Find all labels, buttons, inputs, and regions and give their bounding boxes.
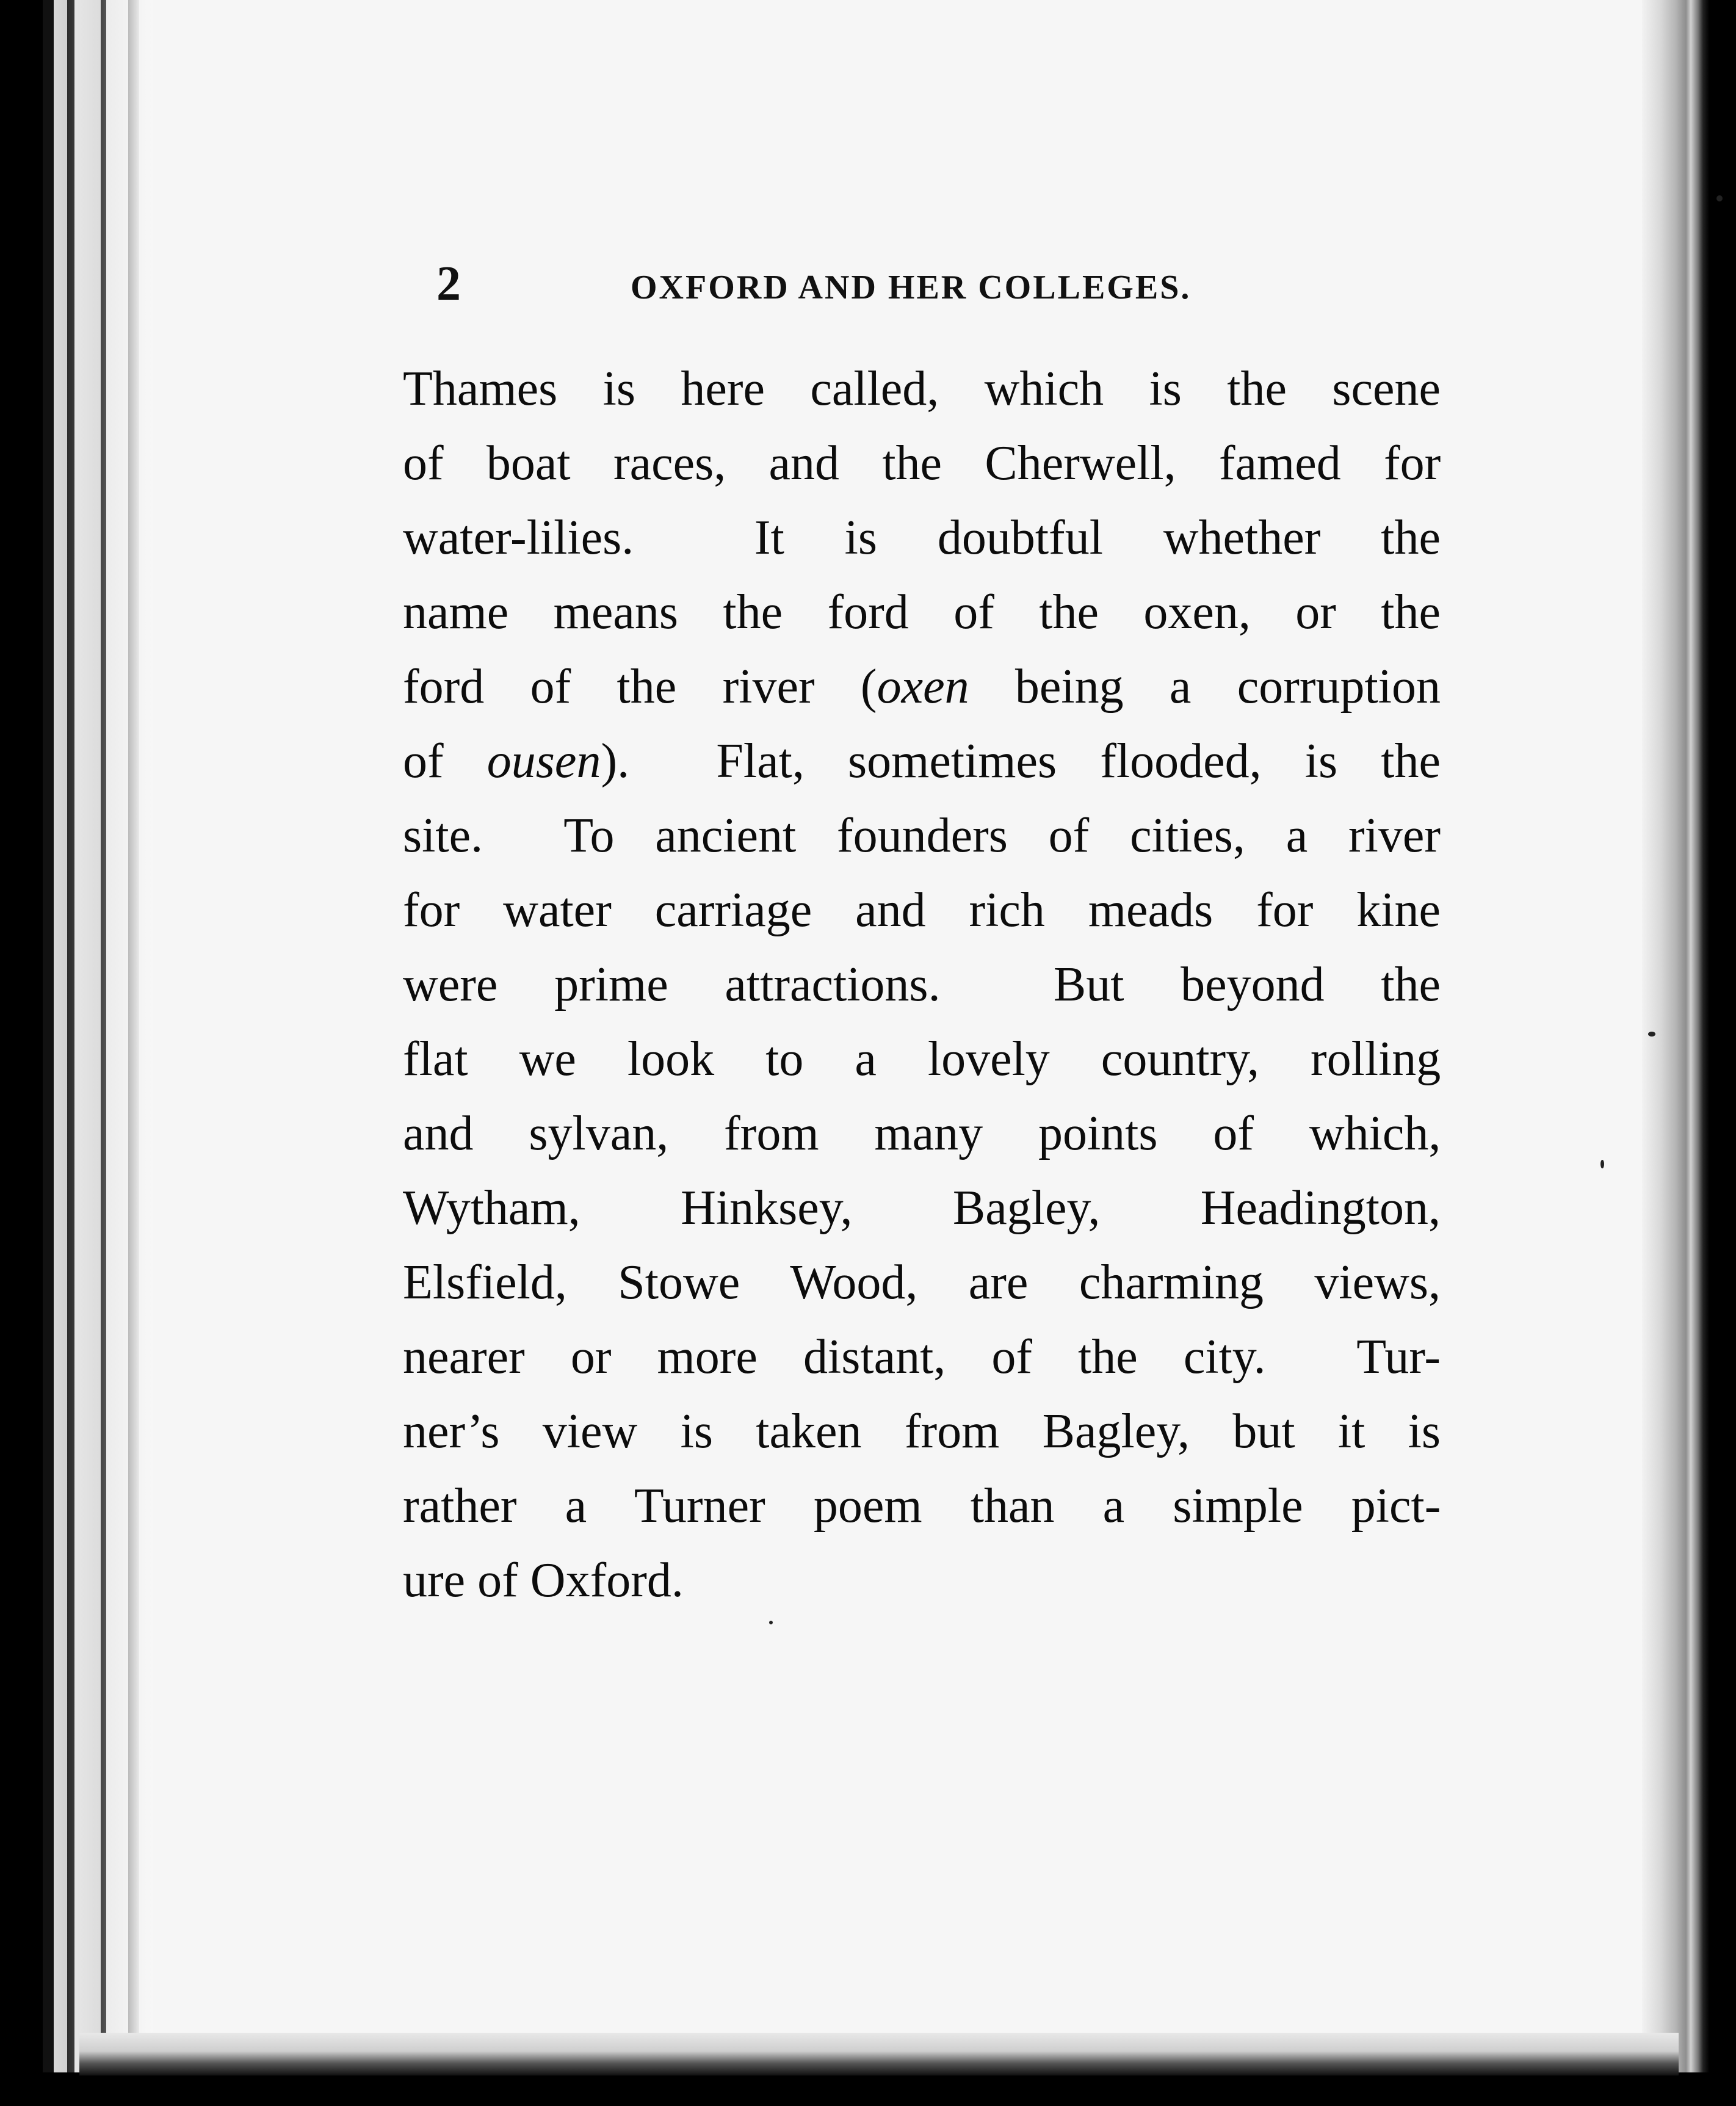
page-number: 2 [436,257,461,311]
text-line: for water carriage and rich meads for kine [403,883,1441,937]
scan-speck [1600,1160,1604,1168]
body-text [403,352,1441,1618]
text-line: rather a Turner poem than a simple pict- [403,1479,1441,1533]
text-line: of ousen). Flat, sometimes flooded, is the [403,734,1441,788]
text-line: Wytham, Hinksey, Bagley, Headington, [403,1181,1441,1235]
italic-word: ousen [486,734,601,788]
text-line: ford of the river (oxen being a corruption [403,660,1441,714]
text-line: were prime attractions. But beyond the [403,958,1441,1011]
text-line: nearer or more distant, of the city. Tur- [403,1330,1441,1384]
text-line: ner’s view is taken from Bagley, but it is [403,1405,1441,1458]
text-line: flat we look to a lovely country, rolling [403,1032,1441,1086]
scan-speck [769,1621,773,1624]
running-title: OXFORD AND HER COLLEGES. [631,269,1192,306]
page-bottom-edge [79,2033,1679,2075]
scan-speck [1648,1032,1655,1037]
italic-word: oxen [877,660,969,714]
running-head [436,256,1248,311]
text-line: and sylvan, from many points of which, [403,1107,1441,1160]
text-line: Elsfield, Stowe Wood, are charming views, [403,1256,1441,1309]
text-line: of boat races, and the Cherwell, famed for [403,436,1441,490]
text-line: name means the ford of the oxen, or the [403,585,1441,639]
text-line: Thames is here called, which is the scene [403,362,1441,416]
scan-speck [1716,195,1723,201]
text-line: ure of Oxford. [403,1554,684,1607]
text-line: water-lilies. It is doubtful whether the [403,511,1441,565]
left-page-edges [43,0,153,2072]
text-line: site. To ancient founders of cities, a river [403,809,1441,863]
